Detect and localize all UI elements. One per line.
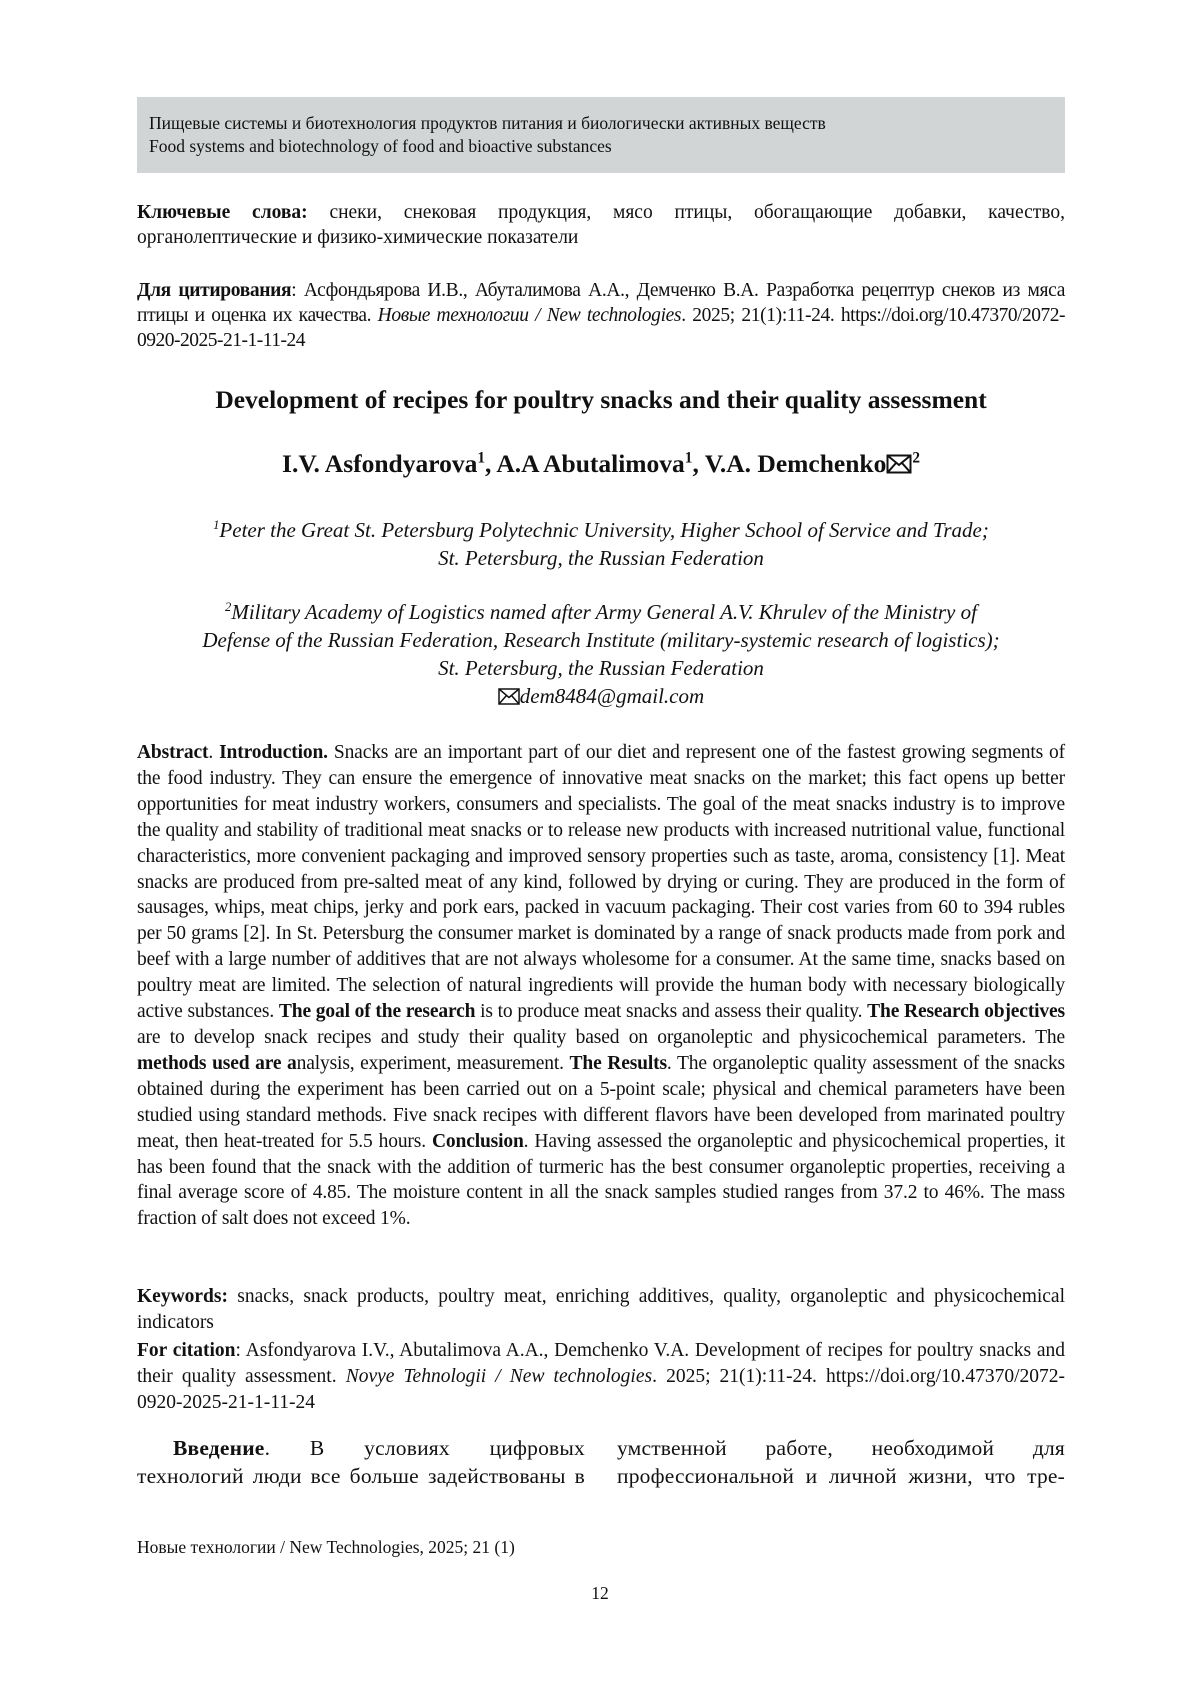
affiliation-line: Defense of the Russian Federation, Research Institute (military-systemic research of logistics);	[202, 628, 1000, 652]
abstract-methods-label: methods used are a	[137, 1052, 297, 1074]
envelope-icon	[498, 684, 520, 712]
page-number: 12	[591, 1583, 609, 1603]
affiliation-line: Military Academy of Logistics named after Army General A.V. Khrulev of the Ministry of	[231, 600, 977, 624]
abstract-results-text: . The organoleptic quality assessment of the snacks obtained during the experiment has been carried out on a 5-point scale; physical and chemical parameters have been studied using standard methods. Five snack recipes with different flavors have been developed from marinated poultry meat, then heat-treated for 5.5 hours.	[137, 1052, 1065, 1152]
abstract-intro-label: Introduction.	[219, 742, 328, 763]
author-name: A.A Abutalimova	[496, 449, 685, 478]
body-column-left: Введение. В условиях цифровых технологий люди все больше задействованы в	[137, 1436, 585, 1488]
abstract-goal-text: is to produce meat snacks and assess their quality.	[480, 1001, 863, 1023]
ru-keywords	[137, 200, 1065, 250]
body-text-left: В условиях цифровых технологий люди все больше задействованы в	[137, 1436, 585, 1488]
ru-citation-journal: Новые технологии / New technologies	[377, 305, 682, 326]
abstract-results-label: The Results	[569, 1052, 667, 1074]
affiliation-2	[137, 598, 1065, 712]
abstract-conclusion-label: Conclusion	[431, 1130, 524, 1152]
en-keywords	[137, 1284, 1065, 1336]
abstract-intro-text: Snacks are an important part of our diet and represent one of the fastest growing segments of the food industry. They can ensure the emergence of innovative meat snacks on the market; this fact opens up better opportunities for meat industry workers, consumers and specialists. The goal of the meat snacks industry is to improve the quality and stability of traditional meat snacks or to release new products with increased nutritional value, functional characteristics, more convenient packaging and improved sensory properties such as taste, aroma, consistency [1]. Meat snacks are produced from pre-salted meat of any kind, followed by drying or curing. They are produced in the form of sausages, whips, meat chips, jerky and pork ears, packed in vacuum packaging. Their cost varies from 60 to 394 rubles per 50 grams [2]. In St. Petersburg the consumer market is dominated by a range of snack products made from pork and beef with a large number of additives that are not always wholesome for a consumer. At the same time, snacks based on poultry meat are limited. The selection of natural ingredients will provide the human body with necessary biologically active substances.	[137, 742, 1065, 1023]
ru-keywords-text: снеки, снековая продукция, мясо птицы, обогащающие добавки, качество, органолептические и физико-химические показатели	[137, 202, 1066, 248]
en-citation-journal: Novye Tehnologii / New technologies	[345, 1366, 653, 1387]
affiliation-1	[137, 516, 1065, 572]
body-text-right: умственной работе, необходимой для профессиональной и личной жизни, что тре-	[617, 1436, 1065, 1488]
ru-citation-details: 2025; 21(1):11-24.	[692, 305, 835, 326]
ru-citation-doi-link[interactable]: https://doi.org/10.47370/2072-0920-2025-21-1-11-24	[137, 305, 1065, 351]
abstract-label: Abstract	[137, 742, 209, 763]
footer-journal: Новые технологии / New Technologies, 2025; 21 (1)	[137, 1537, 515, 1557]
abstract-objectives-text: are to develop snack recipes and study their quality based on organoleptic and physicochemical parameters. The	[137, 1026, 1065, 1048]
abstract-goal-label: The goal of the research	[278, 1001, 476, 1023]
en-citation: For citation: Asfondyarova I.V., Abutalimova A.A., Demchenko V.A. Development of recipes for poultry snacks and their quality assessment. Novye Tehnologii / New technologies. 2025; 21(1):11-24. https://doi.org/10.47370/2072-0920-2025-21-1-11-24	[137, 1340, 1066, 1413]
body-column-right	[617, 1434, 1065, 1490]
abstract-objectives-label: The Research objectives	[867, 1001, 1065, 1023]
author-list	[137, 448, 1065, 482]
abstract: Abstract. Introduction. Snacks are an important part of our diet and represent one of the fastest growing segments of the food industry. They can ensure the emergence of innovative meat snacks on the market; this fact opens up better opportunities for meat industry workers, consumers and specialists. The goal of the meat snacks industry is to improve the quality and stability of traditional meat snacks or to release new products with increased nutritional value, functional characteristics, more convenient packaging and improved sensory properties such as taste, aroma, consistency [1]. Meat snacks are produced from pre-salted meat of any kind, followed by drying or curing. They are produced in the form of sausages, whips, meat chips, jerky and pork ears, packed in vacuum packaging. Their cost varies from 60 to 394 rubles per 50 grams [2]. In St. Petersburg the consumer market is dominated by a range of snack products made from pork and beef with a large number of additives that are not always wholesome for a consumer. At the same time, snacks based on poultry meat are limited. The selection of natural ingredients will provide the human body with necessary biologically active substances. The goal of the research is to produce meat snacks and assess their quality. The Research objectives are to develop snack recipes and study their quality based on organoleptic and physicochemical parameters. The methods used are analysis, experiment, measurement. The Results. The organoleptic quality assessment of the snacks obtained during the experiment has been carried out on a 5-point scale; physical and chemical parameters have been studied using standard methods. Five snack recipes with different flavors have been developed from marinated poultry meat, then heat-treated for 5.5 hours. Conclusion. Having assessed the organoleptic and physicochemical properties, it has been found that the snack with the addition of turmeric has the best consumer organoleptic properties, receiving a final average score of 4.85. The moisture content in all the snack samples studied ranges from 37.2 to 46%. The mass fraction of salt does not exceed 1%.	[137, 742, 1065, 1230]
ru-citation: Для цитирования: Асфондьярова И.В., Абуталимова А.А., Демченко В.А. Разработка рецептур снеков из мяса птицы и оценка их качества. Новые технологии / New technologies. 2025; 21(1):11-24. https://doi.org/10.47370/2072-0920-2025-21-1-11-24	[137, 280, 1066, 351]
en-citation-authors: Asfondyarova I.V., Abutalimova A.A., Demchenko V.A. Development of recipes for poultry snacks and their quality assessment.	[137, 1340, 1065, 1387]
affiliation-number: 1	[213, 518, 220, 532]
en-keywords-label: Keywords:	[137, 1286, 228, 1307]
en-citation-details: 2025; 21(1):11-24.	[666, 1366, 817, 1387]
en-citation-doi-link[interactable]: https://doi.org/10.47370/2072-0920-2025-21-1-11-24	[137, 1366, 1066, 1413]
author-name: I.V. Asfondyarova	[282, 449, 478, 478]
affiliation-line: Peter the Great St. Petersburg Polytechnic University, Higher School of Service and Trade;	[219, 518, 989, 542]
author-separator: ,	[692, 449, 705, 478]
envelope-icon	[886, 450, 912, 482]
en-citation-label: For citation	[137, 1340, 236, 1361]
ru-citation-label: Для цитирования	[137, 280, 292, 301]
journal-title-en: Food systems and biotechnology of food and bioactive substances	[149, 136, 612, 156]
affiliation-line: St. Petersburg, the Russian Federation	[438, 656, 764, 680]
abstract-methods-text: nalysis, experiment, measurement.	[296, 1052, 564, 1074]
author-name: V.A. Demchenko	[704, 449, 887, 478]
affiliation-line: St. Petersburg, the Russian Federation	[438, 546, 764, 570]
abstract-conclusion-text: . Having assessed the organoleptic and physicochemical properties, it has been found that the snack with the addition of turmeric has the best consumer organoleptic properties, receiving a final average score of 4.85. The moisture content in all the snack samples studied ranges from 37.2 to 46%. The mass fraction of salt does not exceed 1%.	[137, 1130, 1065, 1230]
article-title: Development of recipes for poultry snacks and their quality assessment	[215, 385, 987, 414]
ru-citation-authors: Асфондьярова И.В., Абуталимова А.А., Демченко В.А. Разработка рецептур снеков из мяса птицы и оценка их качества.	[137, 280, 1066, 326]
author-separator: ,	[485, 449, 497, 478]
affiliation-number: 2	[225, 600, 232, 614]
journal-title-ru: Пищевые системы и биотехнология продуктов питания и биологически активных веществ	[149, 113, 826, 133]
introduction-heading: Введение	[173, 1436, 265, 1460]
author-affiliation-mark: 2	[912, 449, 920, 467]
journal-header-bar	[137, 97, 1065, 173]
author-affiliation-mark: 1	[684, 449, 693, 467]
author-affiliation-mark: 1	[477, 449, 485, 467]
email-link[interactable]: dem8484@gmail.com	[519, 684, 705, 708]
en-keywords-text: snacks, snack products, poultry meat, enriching additives, quality, organoleptic and physicochemical indicators	[137, 1286, 1066, 1333]
ru-keywords-label: Ключевые слова:	[137, 202, 308, 223]
